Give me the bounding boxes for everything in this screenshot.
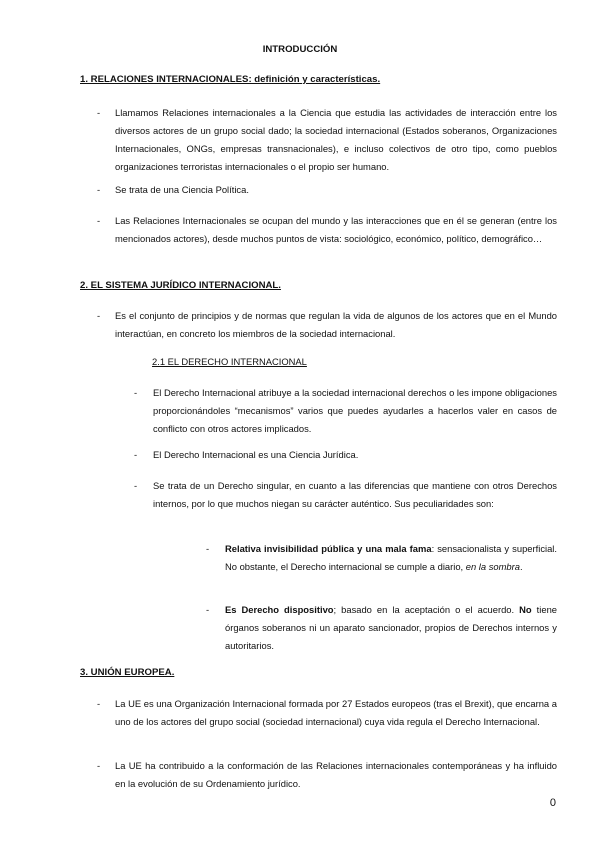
bullet-dash: -	[97, 184, 101, 195]
peculiarity-text: ; basado en la aceptación o el acuerdo.	[333, 604, 520, 615]
paragraph-item: Se trata de un Derecho singular, en cuanto a las diferencias que mantiene con otros Derechos internos, por lo que muchos niegan su carácter auténtico. Sus peculiaridades son:	[153, 480, 557, 509]
section-heading-sistema-juridico: 2. EL SISTEMA JURÍDICO INTERNACIONAL.	[80, 280, 281, 291]
paragraph-item: El Derecho Internacional atribuye a la sociedad internacional derechos o les impone obligaciones proporcionándoles “mecanismos” varios que puedes ayudarles a hacerlos valer en casos de conflicto con otros actores implicados.	[153, 387, 557, 434]
paragraph-item: Se trata de una Ciencia Política.	[115, 184, 249, 195]
peculiarity-bold-2: No	[519, 604, 532, 615]
peculiarity-item	[225, 601, 557, 655]
section-heading-relaciones: 1. RELACIONES INTERNACIONALES: definición y características.	[80, 74, 381, 85]
peculiarity-bold: Es Derecho dispositivo	[225, 604, 334, 615]
paragraph-item: Llamamos Relaciones internacionales a la Ciencia que estudia las actividades de interacción entre los diversos actores de un grupo social dado; la sociedad internacional (Estados soberanos, Organizaciones Internacionales, ONGs, empresas transnacionales), e incluso colectivos de otro tipo, como pueblos organizaciones terroristas internacionales o el propio ser humano.	[115, 107, 557, 172]
peculiarity-text-2: tiene órganos soberanos ni un aparato sancionador, propios de Derechos internos y autoritarios.	[225, 604, 557, 651]
peculiarity-text: : sensacionalista y superficial. No obstante, el Derecho internacional se cumple a diario,	[225, 543, 557, 572]
bullet-dash: -	[97, 698, 101, 709]
peculiarity-bold: Relativa invisibilidad pública y una mala fama	[225, 543, 432, 554]
page-number: 0	[549, 797, 556, 809]
section-heading-union-europea: 3. UNIÓN EUROPEA.	[80, 667, 175, 678]
paragraph-item: Es el conjunto de principios y de normas que regulan la vida de algunos de los actores que en el Mundo interactúan, en concreto los miembros de la sociedad internacional.	[115, 310, 557, 339]
page-title: INTRODUCCIÓN	[262, 44, 338, 55]
peculiarity-italic: en la sombra	[465, 561, 520, 572]
bullet-dash: -	[206, 543, 210, 554]
bullet-dash: -	[134, 449, 138, 460]
peculiarity-end: .	[519, 561, 523, 572]
paragraph-item: El Derecho Internacional es una Ciencia Jurídica.	[153, 449, 359, 460]
bullet-dash: -	[97, 310, 101, 321]
bullet-dash: -	[97, 107, 101, 118]
peculiarity-item	[225, 540, 557, 576]
bullet-dash: -	[97, 215, 101, 226]
paragraph-item: La UE ha contribuido a la conformación de las Relaciones internacionales contemporáneas y ha influido en la evolución de su Ordenamiento jurídico.	[115, 760, 557, 789]
subsection-heading-derecho-internacional: 2.1 EL DERECHO INTERNACIONAL	[152, 356, 307, 367]
paragraph-item: Las Relaciones Internacionales se ocupan del mundo y las interacciones que en él se generan (entre los mencionados actores), desde muchos puntos de vista: sociológico, económico, político, demográfico…	[115, 215, 557, 244]
bullet-dash: -	[97, 760, 101, 771]
bullet-dash: -	[206, 604, 210, 615]
bullet-dash: -	[134, 387, 138, 398]
paragraph-item: La UE es una Organización Internacional formada por 27 Estados europeos (tras el Brexit), que encarna a uno de los actores del grupo social (sociedad internacional) cuya vida regula el Derecho Internacional.	[115, 698, 557, 727]
bullet-dash: -	[134, 480, 138, 491]
